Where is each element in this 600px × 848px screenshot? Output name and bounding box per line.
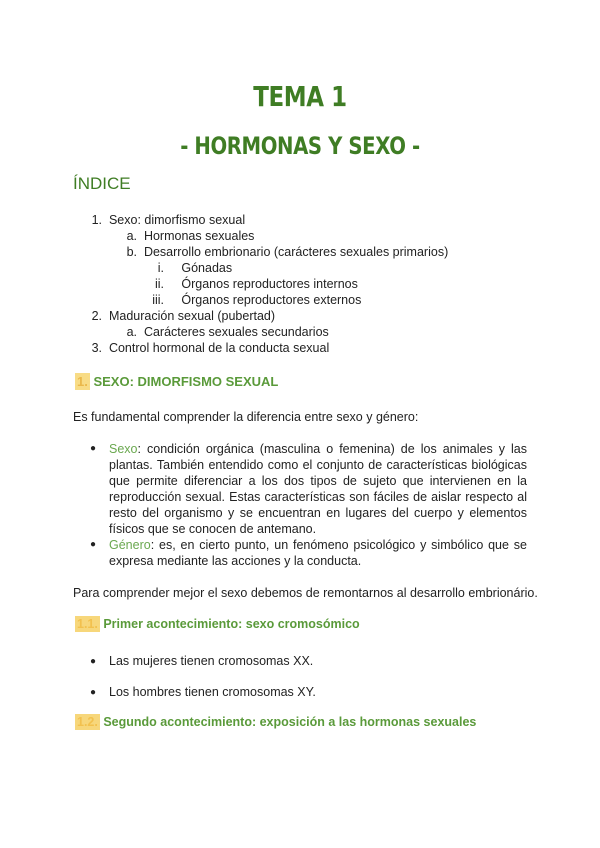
toc-text: Gónadas <box>181 261 233 275</box>
subsection-heading <box>75 617 360 631</box>
bullet-icon: ● <box>90 443 97 454</box>
index-heading: ÍNDICE <box>73 174 131 193</box>
toc-number: ii. <box>154 277 164 291</box>
toc-text: Carácteres sexuales secundarios <box>143 325 329 339</box>
bullet-icon: ● <box>90 656 97 667</box>
intro-paragraph: Es fundamental comprender la diferencia entre sexo y género: <box>73 410 419 424</box>
section-number: 1. <box>77 374 88 389</box>
definition-line: físicos que se conocen de antemano. <box>109 522 317 536</box>
definition-line: expresa mediante las acciones y la conducta. <box>109 554 362 568</box>
toc-number: iii. <box>152 293 164 307</box>
page-title: TEMA 1 <box>253 80 347 113</box>
toc-item <box>140 276 358 292</box>
list-item: Los hombres tienen cromosomas XY. <box>109 685 316 699</box>
subsection-number: 1.2. <box>77 715 98 729</box>
definition-line <box>109 537 527 553</box>
toc-number: b. <box>126 245 137 259</box>
bullet-icon: ● <box>90 539 97 550</box>
toc-text: Sexo: dimorfismo sexual <box>108 213 246 227</box>
subsection-number: 1.1. <box>77 617 98 631</box>
toc-number: 3. <box>91 341 102 355</box>
toc-text: Maduración sexual (pubertad) <box>108 309 276 323</box>
page-subtitle: - HORMONAS Y SEXO - <box>180 132 420 160</box>
toc-number: a. <box>126 325 137 339</box>
toc-item <box>115 228 254 244</box>
definition-text: : es, en cierto punto, un fenómeno psicológico y simbólico que se <box>150 538 527 552</box>
toc-item <box>140 292 361 308</box>
subsection-title: Segundo acontecimiento: exposición a las hormonas sexuales <box>103 715 477 729</box>
toc-text: Hormonas sexuales <box>143 229 255 243</box>
toc-item <box>115 324 329 340</box>
toc-item <box>140 260 232 276</box>
definition-sexo <box>109 441 527 537</box>
toc-number: 2. <box>91 309 102 323</box>
toc-item <box>80 340 329 356</box>
definition-term: Sexo <box>109 442 138 456</box>
definition-line: que permite diferenciar a los dos tipos de sujeto que intervienen en la <box>109 474 527 488</box>
subsection-heading <box>75 715 476 729</box>
section-heading <box>75 374 278 389</box>
definition-term: Género <box>109 538 151 552</box>
bullet-icon: ● <box>90 687 97 698</box>
definition-line: resto del organismo y se encuentran en lugares del cuerpo y elementos <box>109 506 527 520</box>
section-title: SEXO: DIMORFISMO SEXUAL <box>93 374 279 389</box>
toc-item <box>80 212 245 228</box>
paragraph: Para comprender mejor el sexo debemos de remontarnos al desarrollo embrionário. <box>73 586 538 600</box>
subsection-title: Primer acontecimiento: sexo cromosómico <box>103 617 360 631</box>
toc-item <box>115 244 448 260</box>
definition-genero <box>109 537 527 569</box>
toc-number: a. <box>126 229 137 243</box>
toc-item <box>80 308 275 324</box>
toc-text: Órganos reproductores externos <box>181 293 362 307</box>
definition-line <box>109 441 527 457</box>
definition-line: reproducción sexual. Estas características son fáciles de aislar respecto al <box>109 490 527 504</box>
toc-number: i. <box>157 261 164 275</box>
toc-text: Control hormonal de la conducta sexual <box>108 341 330 355</box>
definition-line: plantas. También entendido como el conjunto de características biológicas <box>109 458 527 472</box>
toc-number: 1. <box>91 213 102 227</box>
definition-text: : condición orgánica (masculina o femenina) de los animales y las <box>137 442 527 456</box>
toc-text: Desarrollo embrionario (carácteres sexuales primarios) <box>143 245 449 259</box>
list-item: Las mujeres tienen cromosomas XX. <box>109 654 314 668</box>
toc-text: Órganos reproductores internos <box>181 277 358 291</box>
